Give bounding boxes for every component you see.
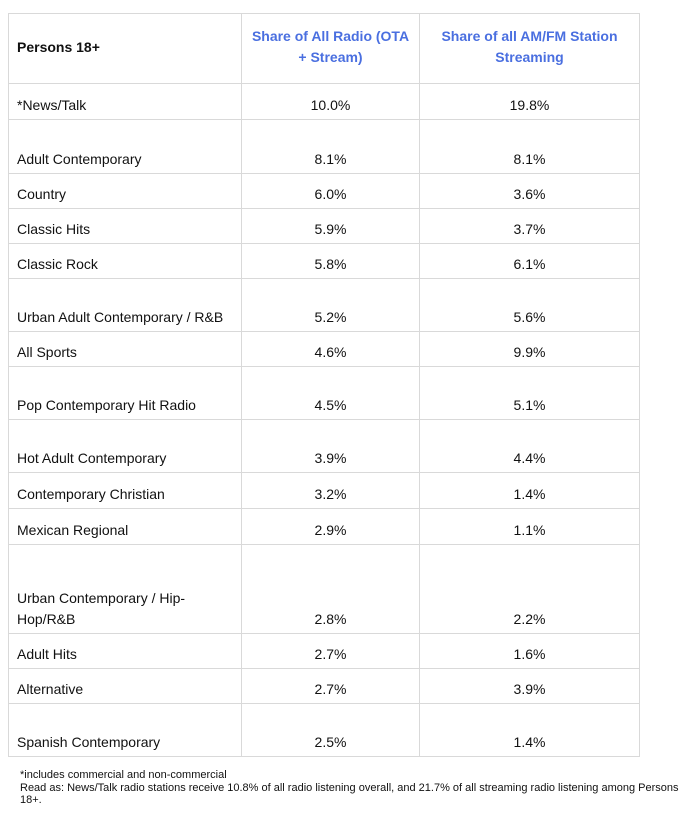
streaming-share: 5.1%	[420, 367, 640, 420]
table-row	[9, 367, 640, 420]
table-row	[9, 545, 640, 634]
streaming-share: 1.4%	[420, 704, 640, 757]
format-name: Adult Hits	[9, 634, 242, 669]
streaming-share: 1.4%	[420, 473, 640, 509]
all-radio-share: 2.8%	[242, 545, 420, 634]
streaming-share: 3.7%	[420, 209, 640, 244]
streaming-share: 5.6%	[420, 279, 640, 332]
table-row	[9, 473, 640, 509]
format-name: Classic Rock	[9, 244, 242, 279]
format-name: Adult Contemporary	[9, 120, 242, 174]
all-radio-share: 8.1%	[242, 120, 420, 174]
format-name: All Sports	[9, 332, 242, 367]
all-radio-share: 2.7%	[242, 634, 420, 669]
format-name: Classic Hits	[9, 209, 242, 244]
footnotes	[20, 769, 680, 807]
table-row	[9, 669, 640, 704]
streaming-share: 6.1%	[420, 244, 640, 279]
streaming-share: 19.8%	[420, 84, 640, 120]
table-row	[9, 174, 640, 209]
table-row	[9, 332, 640, 367]
read-as-note: Read as: News/Talk radio stations receive 10.8% of all radio listening overall, and 21.7% of all streaming radio listening among Persons 18+.	[20, 781, 679, 806]
table-row	[9, 509, 640, 545]
streaming-share: 2.2%	[420, 545, 640, 634]
commercial-footnote: *includes commercial and non-commercial	[20, 769, 227, 781]
header-share-all-radio: Share of All Radio (OTA + Stream)	[242, 14, 420, 84]
streaming-share: 1.1%	[420, 509, 640, 545]
table-row	[9, 420, 640, 473]
streaming-share: 9.9%	[420, 332, 640, 367]
all-radio-share: 5.8%	[242, 244, 420, 279]
streaming-share: 8.1%	[420, 120, 640, 174]
format-name: Mexican Regional	[9, 509, 242, 545]
all-radio-share: 2.7%	[242, 669, 420, 704]
all-radio-share: 5.9%	[242, 209, 420, 244]
format-name: Contemporary Christian	[9, 473, 242, 509]
format-name: Urban Contemporary / Hip-Hop/R&B	[9, 545, 242, 634]
all-radio-share: 4.5%	[242, 367, 420, 420]
format-name: Country	[9, 174, 242, 209]
all-radio-share: 10.0%	[242, 84, 420, 120]
streaming-share: 1.6%	[420, 634, 640, 669]
table-row	[9, 84, 640, 120]
format-name: Hot Adult Contemporary	[9, 420, 242, 473]
format-name: Urban Adult Contemporary / R&B	[9, 279, 242, 332]
all-radio-share: 2.9%	[242, 509, 420, 545]
header-share-streaming: Share of all AM/FM Station Streaming	[420, 14, 640, 84]
streaming-share: 3.9%	[420, 669, 640, 704]
table-row	[9, 120, 640, 174]
all-radio-share: 2.5%	[242, 704, 420, 757]
format-share-table	[8, 13, 640, 757]
table-row	[9, 209, 640, 244]
streaming-share: 3.6%	[420, 174, 640, 209]
all-radio-share: 6.0%	[242, 174, 420, 209]
all-radio-share: 4.6%	[242, 332, 420, 367]
header-persons-18plus: Persons 18+	[9, 14, 242, 84]
format-name: *News/Talk	[9, 84, 242, 120]
all-radio-share: 5.2%	[242, 279, 420, 332]
all-radio-share: 3.2%	[242, 473, 420, 509]
table-row	[9, 279, 640, 332]
format-name: Alternative	[9, 669, 242, 704]
table-row	[9, 634, 640, 669]
all-radio-share: 3.9%	[242, 420, 420, 473]
table-row	[9, 244, 640, 279]
format-name: Spanish Contemporary	[9, 704, 242, 757]
table-header-row	[9, 14, 640, 84]
format-name: Pop Contemporary Hit Radio	[9, 367, 242, 420]
streaming-share: 4.4%	[420, 420, 640, 473]
table-row	[9, 704, 640, 757]
